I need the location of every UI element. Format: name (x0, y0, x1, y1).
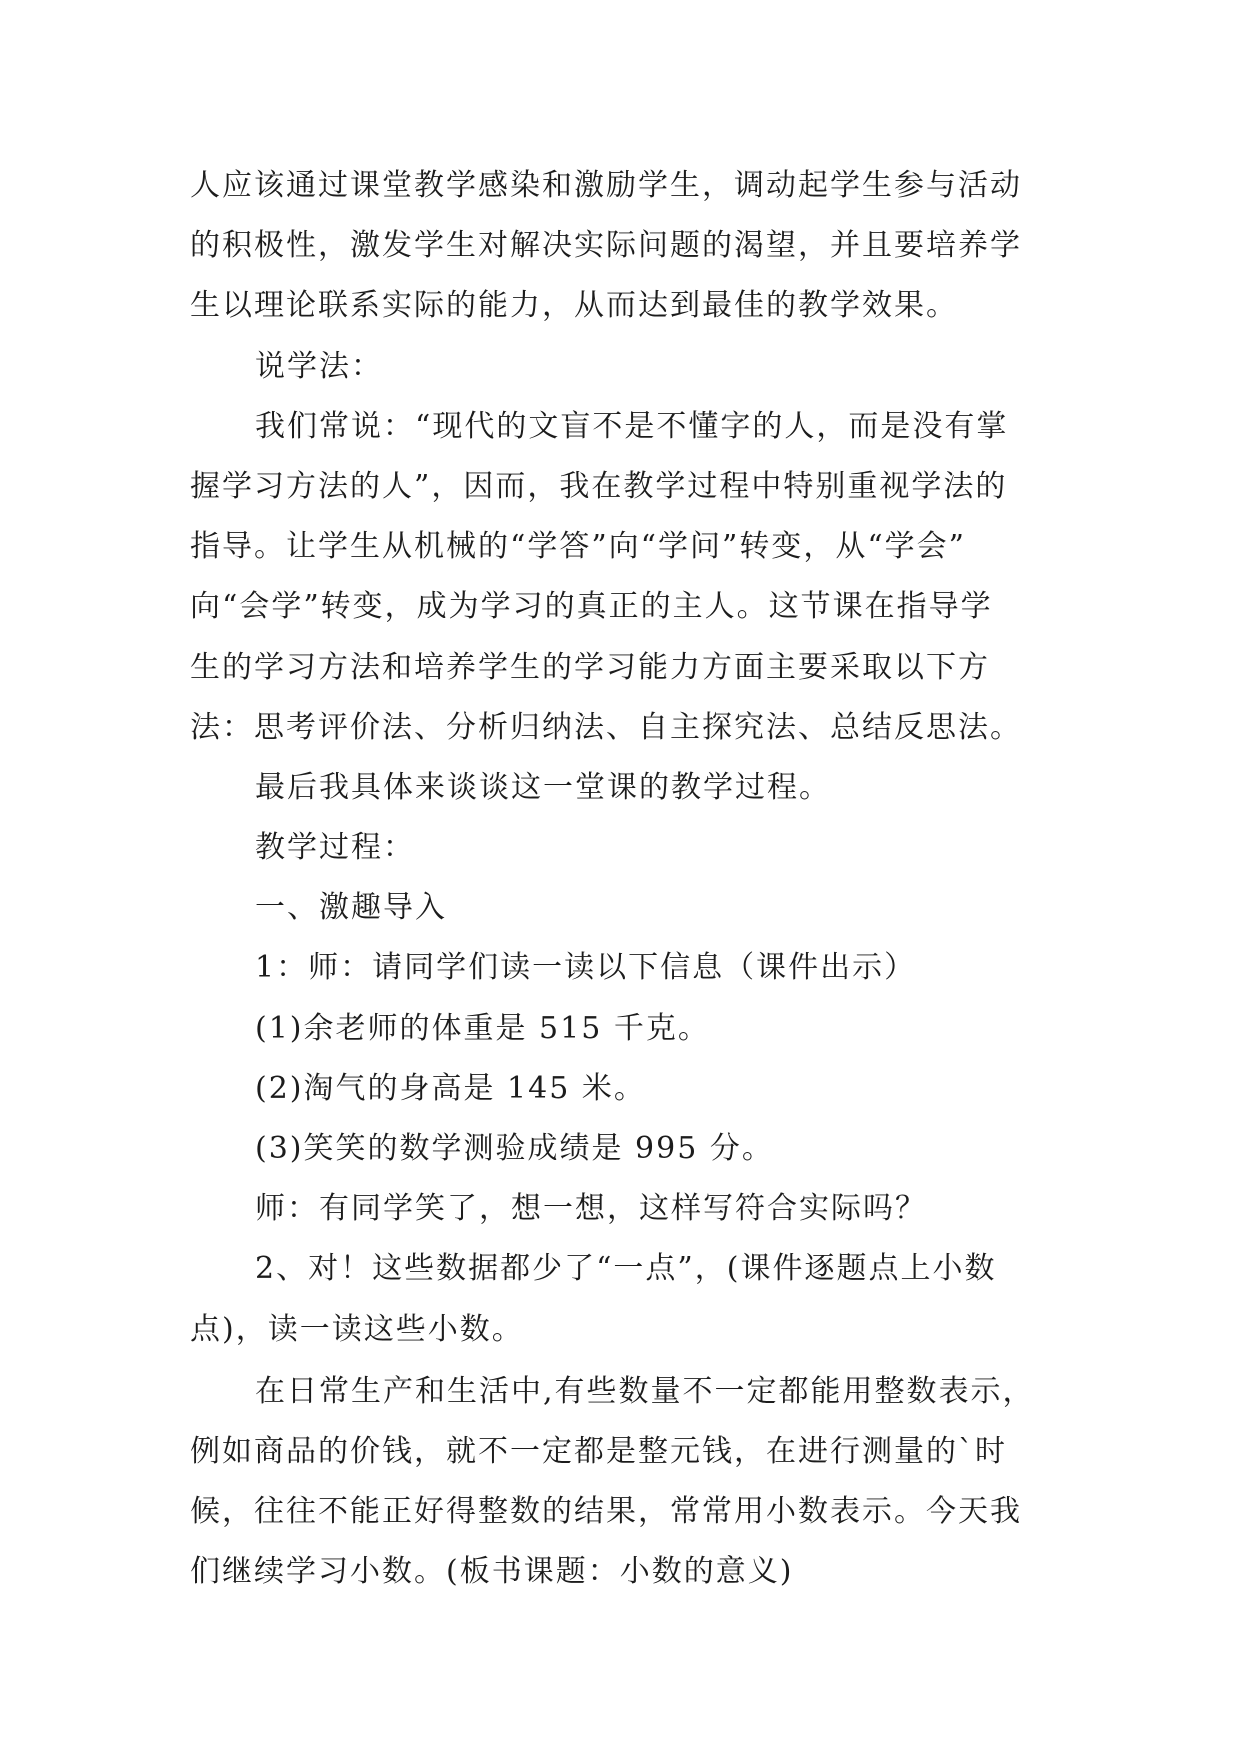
paragraph-line: 我们常说：“现代的文盲不是不懂字的人，而是没有掌 (255, 408, 1009, 444)
list-item: 2、对！这些数据都少了“一点”，(课件逐题点上小数 (255, 1251, 997, 1287)
paragraph-line: 向“会学”转变，成为学习的真正的主人。这节课在指导学 (190, 589, 993, 625)
list-item: (3)笑笑的数学测验成绩是 995 分。 (255, 1131, 774, 1166)
paragraph-line: 最后我具体来谈谈这一堂课的教学过程。 (255, 769, 831, 805)
paragraph-line: 在日常生产和生活中,有些数量不一定都能用整数表示， (255, 1373, 1035, 1409)
list-item: 1：师：请同学们读一读以下信息（课件出示） (255, 950, 917, 986)
section-heading-intro: 一、激趣导入 (255, 890, 447, 926)
paragraph-line: 人应该通过课堂教学感染和激励学生，调动起学生参与活动 (190, 168, 1022, 203)
paragraph-line: 生的学习方法和培养学生的学习能力方面主要采取以下方 (190, 649, 990, 685)
paragraph-line: 握学习方法的人”，因而，我在教学过程中特别重视学法的 (190, 468, 1008, 504)
paragraph-line: 候，往往不能正好得整数的结果，常常用小数表示。今天我 (190, 1494, 1022, 1530)
paragraph-line: 的积极性，激发学生对解决实际问题的渴望，并且要培养学 (190, 228, 1022, 264)
paragraph-line: 指导。让学生从机械的“学答”向“学问”转变，从“学会” (190, 529, 967, 565)
paragraph-line: 师：有同学笑了，想一想，这样写符合实际吗？ (255, 1191, 927, 1227)
paragraph-line: 法：思考评价法、分析归纳法、自主探究法、总结反思法。 (190, 709, 1022, 745)
list-item: (1)余老师的体重是 515 千克。 (255, 1010, 710, 1046)
document-body (190, 156, 1070, 1603)
section-heading-study-method: 说学法： (255, 348, 383, 384)
paragraph-line: 点)，读一读这些小数。 (190, 1311, 524, 1347)
list-item: (2)淘气的身高是 145 米。 (255, 1070, 646, 1106)
paragraph-line: 例如商品的价钱，就不一定都是整元钱，在进行测量的`时 (190, 1433, 1007, 1469)
paragraph-line: 们继续学习小数。(板书课题：小数的意义) (190, 1554, 794, 1590)
paragraph-line: 生以理论联系实际的能力，从而达到最佳的教学效果。 (190, 288, 958, 324)
section-heading-teaching-process: 教学过程： (255, 830, 415, 866)
